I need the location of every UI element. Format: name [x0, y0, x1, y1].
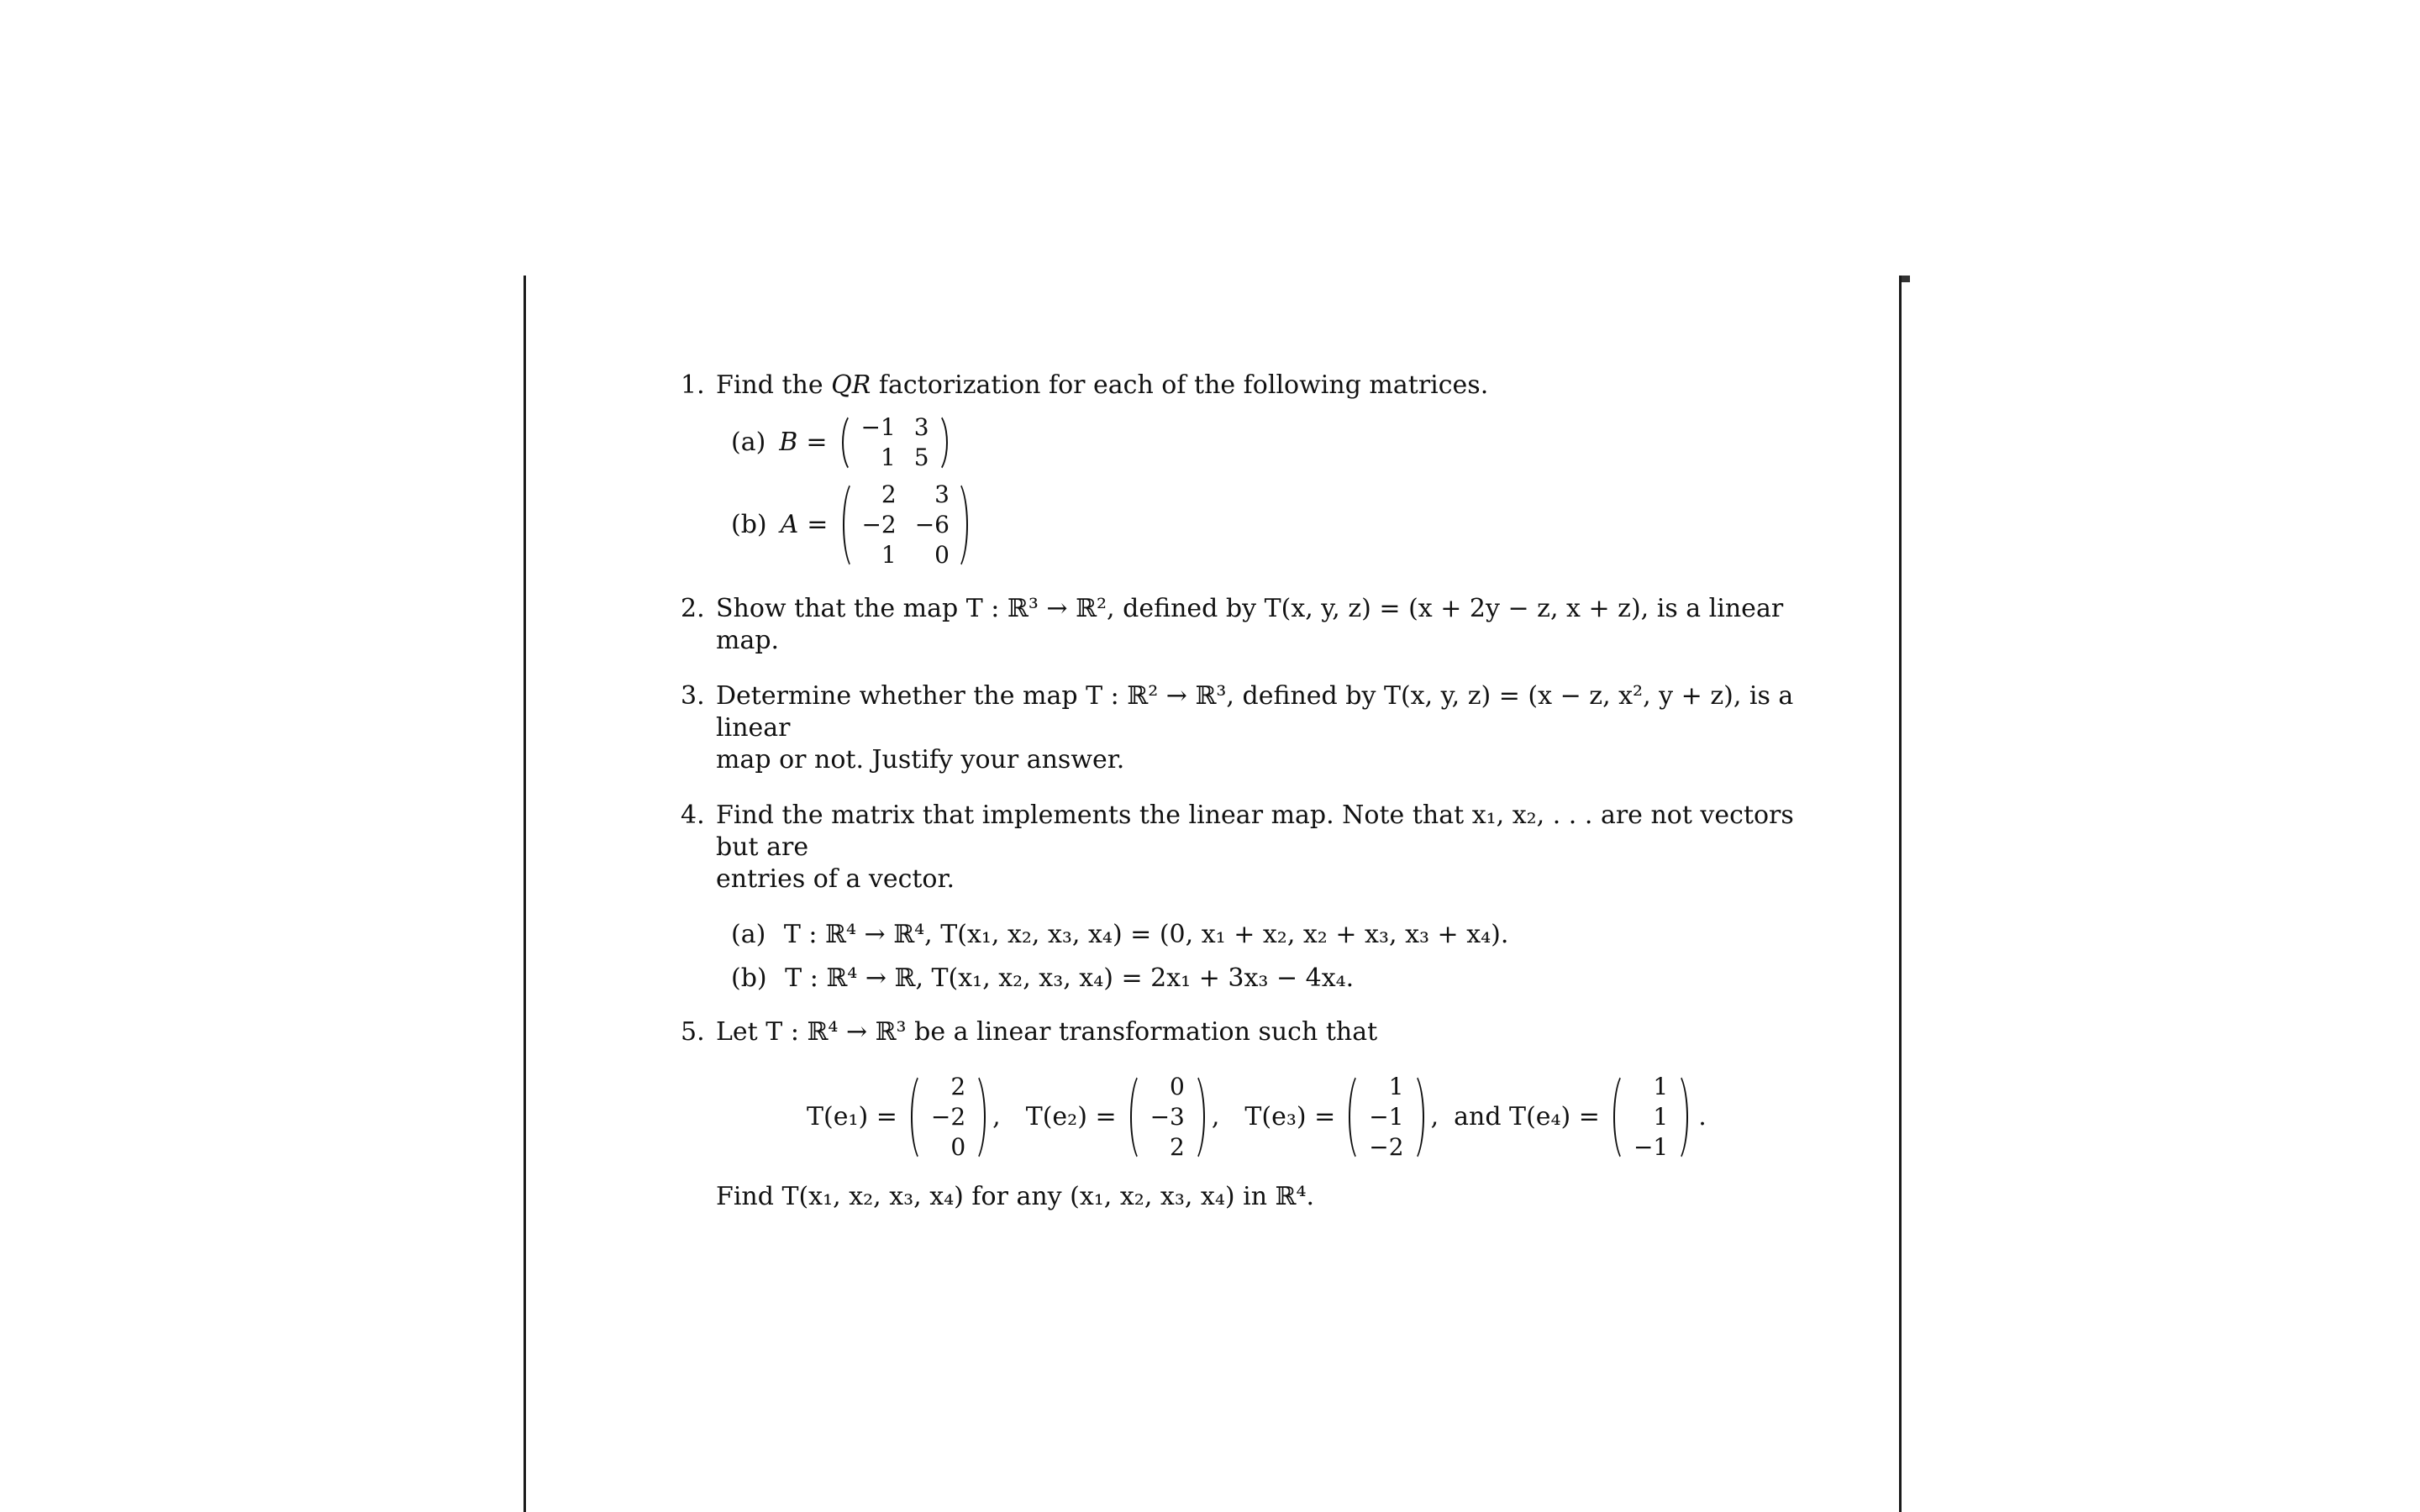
matrix-entry: −1 [860, 413, 896, 441]
matrix-entry: 3 [934, 480, 950, 508]
vector-entry: 0 [1170, 1073, 1185, 1100]
matrix-entry: −6 [914, 511, 950, 538]
vector-separator: , [1430, 1102, 1439, 1131]
problem-number: 4. [681, 801, 705, 830]
vector-entry: 2 [950, 1073, 966, 1100]
problem-4b [681, 963, 1815, 995]
matrix-b [842, 412, 947, 474]
matrix-entry: 3 [913, 413, 929, 441]
problem-2 [681, 593, 1815, 657]
vector-separator: , [992, 1102, 1001, 1131]
matrix-entry: 5 [913, 444, 929, 471]
problem-1-text-after: factorization for each of the following matrices. [871, 370, 1489, 400]
right-paren [1406, 1071, 1424, 1163]
problem-4 [681, 800, 1815, 895]
problem-4a-text: T : ℝ⁴ → ℝ⁴, T(x₁, x₂, x₃, x₄) = (0, x₁ + x₂, x₂ + x₃, x₃ + x₄). [783, 920, 1509, 949]
matrix-name: B [779, 428, 798, 457]
matrix-entry: −2 [861, 511, 897, 538]
vector-separator: , [1211, 1102, 1220, 1131]
problem-set [681, 370, 1815, 1213]
problem-5 [681, 1016, 1815, 1048]
vector-t-e3 [1349, 1071, 1423, 1163]
matrix-entry: 0 [934, 541, 950, 569]
part-label: (a) [731, 920, 766, 949]
vector-entries [1367, 1072, 1405, 1163]
vector-label: and T(e₄) = [1454, 1102, 1600, 1131]
right-paren [1186, 1071, 1205, 1163]
problem-5-vectors [681, 1070, 1815, 1164]
matrix-entry: 1 [881, 541, 897, 569]
problem-1a [681, 412, 1815, 474]
vector-entry: 1 [1653, 1073, 1669, 1100]
problem-4b-text: T : ℝ⁴ → ℝ, T(x₁, x₂, x₃, x₄) = 2x₁ + 3x₃ − 4x₄. [785, 963, 1355, 993]
vector-label: T(e₂) = [1025, 1102, 1117, 1131]
vector-entry: −2 [1369, 1133, 1404, 1161]
matrix-entry: 1 [880, 444, 896, 471]
matrix-entry: 2 [881, 480, 897, 508]
left-paren [1349, 1071, 1367, 1163]
problem-2-text: Show that the map T : ℝ³ → ℝ², defined by T(x, y, z) = (x + 2y − z, x + z), is a linear map. [716, 594, 1784, 655]
vector-entries [929, 1072, 967, 1163]
problem-number: 3. [681, 681, 705, 711]
problem-3-line-2: map or not. Justify your answer. [716, 745, 1125, 774]
problem-5-text: Let T : ℝ⁴ → ℝ³ be a linear transformation such that [716, 1017, 1378, 1047]
problem-number: 2. [681, 594, 705, 623]
right-paren [929, 412, 948, 474]
vector-t-e2 [1130, 1071, 1205, 1163]
problem-3-line-1: Determine whether the map T : ℝ² → ℝ³, defined by T(x, y, z) = (x − z, x², y + z), is a linear [716, 681, 1794, 743]
problem-4a [681, 919, 1815, 951]
problem-1b [681, 479, 1815, 571]
left-paren [911, 1071, 929, 1163]
vector-entry: 1 [1653, 1103, 1669, 1131]
problem-4-line-1: Find the matrix that implements the linear map. Note that x₁, x₂, . . . are not vectors but are [716, 801, 1794, 862]
left-paren [843, 479, 861, 571]
right-paren [967, 1071, 986, 1163]
vector-separator: . [1698, 1102, 1707, 1131]
vector-entry: −3 [1150, 1103, 1185, 1131]
vector-entries [1632, 1072, 1670, 1163]
problem-1-qr: QR [831, 370, 871, 400]
problem-4-line-2: entries of a vector. [716, 864, 955, 894]
equals-sign: = [807, 510, 829, 539]
problem-1-text-before: Find the [716, 370, 832, 400]
left-paren [1613, 1071, 1632, 1163]
problem-1 [681, 370, 1815, 402]
vector-entries [1149, 1072, 1186, 1163]
right-paren [1670, 1071, 1688, 1163]
matrix-a-entries [861, 480, 950, 570]
problem-5-find: Find T(x₁, x₂, x₃, x₄) for any (x₁, x₂, x₃, x₄) in ℝ⁴. [716, 1182, 1315, 1211]
vector-t-e4 [1613, 1071, 1688, 1163]
part-label: (b) [731, 963, 767, 993]
equals-sign: = [806, 428, 828, 457]
vector-t-e1 [911, 1071, 986, 1163]
vector-entry: 0 [950, 1133, 966, 1161]
matrix-b-entries [860, 412, 929, 473]
vector-entry: −1 [1633, 1133, 1669, 1161]
vector-label: T(e₁) = [807, 1102, 897, 1131]
left-paren [1130, 1071, 1149, 1163]
left-paren [842, 412, 860, 474]
part-label: (b) [731, 510, 767, 539]
vector-label: T(e₃) = [1244, 1102, 1336, 1131]
problem-3 [681, 680, 1815, 776]
problem-number: 1. [681, 370, 705, 400]
matrix-a [843, 479, 968, 571]
matrix-name: A [780, 510, 799, 539]
right-paren [950, 479, 968, 571]
problem-number: 5. [681, 1017, 705, 1047]
vector-entry: 2 [1170, 1133, 1185, 1161]
part-label: (a) [731, 428, 766, 457]
vector-entry: 1 [1388, 1073, 1404, 1100]
vector-entry: −1 [1369, 1103, 1404, 1131]
vector-entry: −2 [930, 1103, 966, 1131]
